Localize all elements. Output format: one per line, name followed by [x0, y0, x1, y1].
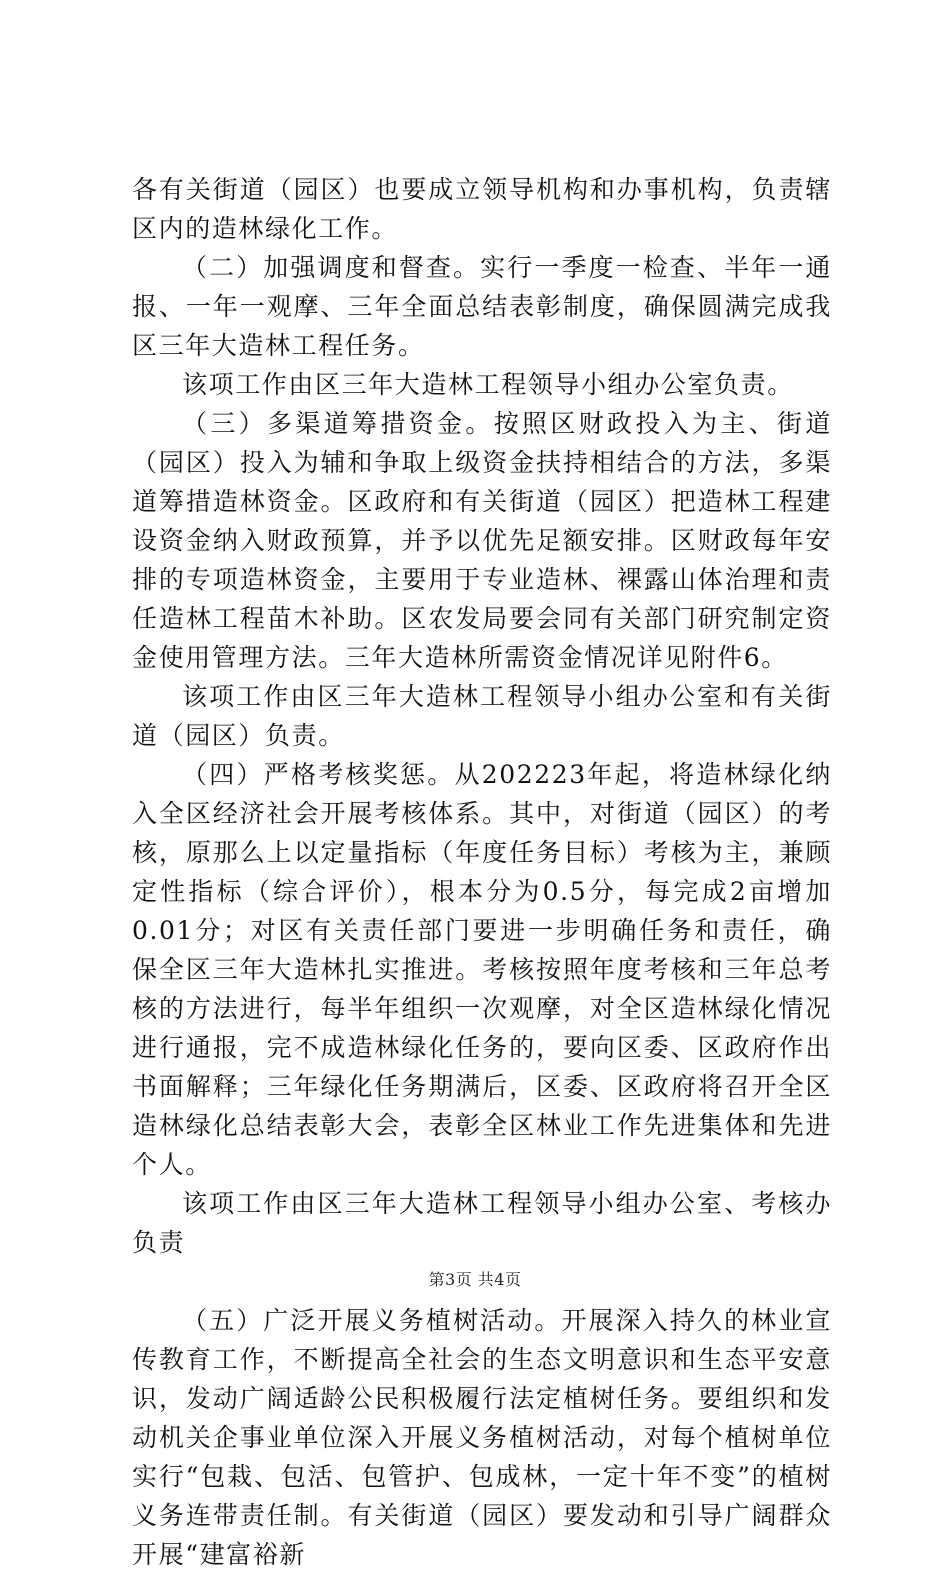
paragraph-section-4: （四）严格考核奖惩。从202223年起，将造林绿化纳入全区经济社会开展考核体系。其中，对街道（园区）的考核，原那么上以定量指标（年度任务目标）考核为主，兼顾定性指标（综合评价），根本分为0.5分，每完成2亩增加0.01分；对区有关责任部门要进一步明确任务和责任，确保全区三年大造林扎实推进。考核按照年度考核和三年总考核的方法进行，每半年组织一次观摩，对全区造林绿化情况进行通报，完不成造林绿化任务的，要向区委、区政府作出书面解释；三年绿化任务期满后，区委、区政府将召开全区造林绿化总结表彰大会，表彰全区林业工作先进集体和先进个人。 [132, 760, 832, 1179]
paragraph-section-3: （三）多渠道筹措资金。按照区财政投入为主、街道（园区）投入为辅和争取上级资金扶持相结合的方法，多渠道筹措造林资金。区政府和有关街道（园区）把造林工程建设资金纳入财政预算，并予以优先足额安排。区财政每年安排的专项造林资金，主要用于专业造林、裸露山体治理和责任造林工程苗木补助。区农发局要会同有关部门研究制定资金使用管理方法。三年大造林所需资金情况详见附件6。 [132, 409, 832, 672]
paragraph-continuation: 各有关街道（园区）也要成立领导机构和办事机构，负责辖区内的造林绿化工作。 [132, 175, 832, 243]
paragraph-responsibility-3: 该项工作由区三年大造林工程领导小组办公室和有关街道（园区）负责。 [132, 682, 832, 750]
paragraph-responsibility-4: 该项工作由区三年大造林工程领导小组办公室、考核办负责 [132, 1189, 832, 1257]
paragraph-section-5: （五）广泛开展义务植树活动。开展深入持久的林业宣传教育工作，不断提高全社会的生态文明意识和生态平安意识，发动广阔适龄公民积极履行法定植树任务。要组织和发动机关企事业单位深入开展义务植树活动，对每个植树单位实行“包栽、包活、包管护、包成林，一定十年不变”的植树义务连带责任制。有关街道（园区）要发动和引导广阔群众开展“建富裕新 [132, 1306, 832, 1569]
paragraph-section-2: （二）加强调度和督查。实行一季度一检查、半年一通报、一年一观摩、三年全面总结表彰制度，确保圆满完成我区三年大造林工程任务。 [132, 253, 832, 360]
document-body [132, 170, 832, 1574]
paragraph-responsibility-2: 该项工作由区三年大造林工程领导小组办公室负责。 [182, 370, 794, 399]
page-footer: 第3页 共4页 [428, 1270, 522, 1289]
